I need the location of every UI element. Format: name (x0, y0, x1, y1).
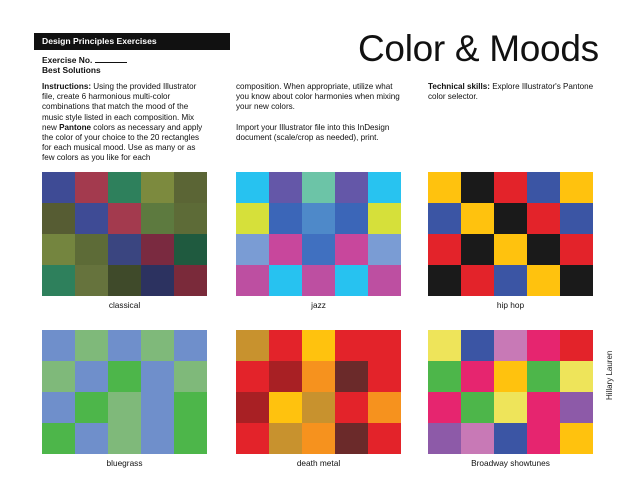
color-swatch (335, 203, 368, 234)
color-swatch (527, 265, 560, 296)
color-swatch (75, 392, 108, 423)
color-swatch (461, 361, 494, 392)
course-header-bar: Design Principles Exercises (34, 33, 230, 50)
color-swatch (141, 330, 174, 361)
color-swatch (236, 265, 269, 296)
composition-caption: death metal (296, 458, 341, 468)
color-swatch (560, 361, 593, 392)
color-swatch (174, 234, 207, 265)
composition-broadway-showtunes (428, 330, 593, 468)
color-swatch (368, 172, 401, 203)
color-swatch (269, 423, 302, 454)
color-swatch (302, 172, 335, 203)
exercise-label: Exercise No. (42, 55, 93, 65)
composition-hip-hop (428, 172, 593, 310)
color-swatch (494, 172, 527, 203)
color-swatch (428, 234, 461, 265)
color-swatch (75, 265, 108, 296)
color-swatch (108, 172, 141, 203)
color-swatch (560, 172, 593, 203)
color-swatch (174, 265, 207, 296)
color-swatch (302, 361, 335, 392)
color-swatch (461, 392, 494, 423)
instructions-paragraph-3: Import your Illustrator file into this InDesign document (scale/crop as needed), print. (236, 122, 390, 142)
color-swatch (302, 234, 335, 265)
color-swatch (42, 203, 75, 234)
composition-death-metal (236, 330, 401, 468)
color-swatch (108, 423, 141, 454)
color-swatch (141, 234, 174, 265)
color-swatch (269, 392, 302, 423)
instructions-text-2: colors as necessary and apply the color of your choice to the 20 rectangles for each musical mood. Use as many or as few colors as you like for each (42, 122, 203, 163)
color-swatch (527, 330, 560, 361)
author-signature: Hillary Lauren (605, 350, 614, 400)
color-swatch (174, 423, 207, 454)
color-swatch (75, 423, 108, 454)
swatch-grid (428, 330, 593, 454)
composition-bluegrass (42, 330, 207, 468)
swatch-grid (42, 330, 207, 454)
swatch-grid (236, 172, 401, 296)
color-swatch (335, 172, 368, 203)
color-swatch (335, 423, 368, 454)
color-swatch (141, 265, 174, 296)
color-swatch (335, 265, 368, 296)
color-swatch (368, 265, 401, 296)
color-swatch (494, 234, 527, 265)
color-swatch (494, 392, 527, 423)
color-swatch (269, 330, 302, 361)
color-swatch (108, 265, 141, 296)
color-swatch (368, 234, 401, 265)
color-swatch (75, 172, 108, 203)
instructions-column-2 (236, 82, 404, 153)
color-swatch (461, 203, 494, 234)
subtitle: Best Solutions (42, 65, 101, 75)
pantone-label: Pantone (59, 122, 92, 132)
color-swatch (236, 361, 269, 392)
color-swatch (461, 265, 494, 296)
color-swatch (108, 330, 141, 361)
color-swatch (108, 361, 141, 392)
color-swatch (428, 203, 461, 234)
color-swatch (527, 234, 560, 265)
color-swatch (269, 172, 302, 203)
color-swatch (428, 330, 461, 361)
color-swatch (560, 265, 593, 296)
color-swatch (236, 330, 269, 361)
color-swatch (236, 392, 269, 423)
color-swatch (302, 423, 335, 454)
color-swatch (75, 234, 108, 265)
color-swatch (174, 172, 207, 203)
color-swatch (302, 392, 335, 423)
color-swatch (42, 172, 75, 203)
color-swatch (42, 330, 75, 361)
color-swatch (174, 392, 207, 423)
color-swatch (428, 361, 461, 392)
color-swatch (269, 361, 302, 392)
color-swatch (141, 361, 174, 392)
color-swatch (269, 234, 302, 265)
color-swatch (42, 265, 75, 296)
color-swatch (428, 423, 461, 454)
color-swatch (174, 361, 207, 392)
color-swatch (141, 423, 174, 454)
color-swatch (368, 361, 401, 392)
color-swatch (269, 265, 302, 296)
color-swatch (335, 330, 368, 361)
color-swatch (527, 361, 560, 392)
composition-classical (42, 172, 207, 310)
color-swatch (236, 423, 269, 454)
color-swatch (108, 203, 141, 234)
color-swatch (461, 330, 494, 361)
color-swatch (302, 265, 335, 296)
color-swatch (560, 330, 593, 361)
color-swatch (560, 203, 593, 234)
color-swatch (368, 423, 401, 454)
color-swatch (527, 423, 560, 454)
color-swatch (141, 203, 174, 234)
color-swatch (75, 330, 108, 361)
color-swatch (141, 392, 174, 423)
color-swatch (141, 172, 174, 203)
swatch-grid (236, 330, 401, 454)
color-swatch (527, 392, 560, 423)
instructions-column-1 (42, 82, 208, 174)
color-swatch (368, 203, 401, 234)
color-swatch (494, 361, 527, 392)
color-swatch (42, 234, 75, 265)
instructions-paragraph-2: composition. When appropriate, utilize what you know about color harmonies when mixing your new colors. (236, 82, 400, 112)
color-swatch (560, 234, 593, 265)
color-swatch (461, 234, 494, 265)
color-swatch (428, 172, 461, 203)
color-swatch (42, 392, 75, 423)
color-swatch (461, 423, 494, 454)
color-swatch (560, 423, 593, 454)
color-swatch (527, 203, 560, 234)
color-swatch (236, 172, 269, 203)
technical-skills-text: Explore Illustrator's Pantone color selector. (428, 82, 594, 102)
color-swatch (108, 392, 141, 423)
swatch-grid (42, 172, 207, 296)
color-swatch (494, 203, 527, 234)
color-swatch (560, 392, 593, 423)
page-title: Color & Moods (358, 28, 599, 69)
color-swatch (269, 203, 302, 234)
color-swatch (461, 172, 494, 203)
instructions-label: Instructions: (42, 82, 92, 91)
color-swatch (236, 203, 269, 234)
color-swatch (368, 330, 401, 361)
composition-caption: Broadway showtunes (471, 458, 550, 468)
color-swatch (302, 330, 335, 361)
color-swatch (335, 392, 368, 423)
color-swatch (75, 203, 108, 234)
color-swatch (494, 423, 527, 454)
color-swatch (494, 265, 527, 296)
color-swatch (335, 234, 368, 265)
color-swatch (428, 392, 461, 423)
color-swatch (302, 203, 335, 234)
composition-caption: classical (108, 300, 141, 310)
color-swatch (494, 330, 527, 361)
technical-skills (428, 82, 598, 113)
color-swatch (42, 361, 75, 392)
color-swatch (368, 392, 401, 423)
color-swatch (42, 423, 75, 454)
technical-skills-label: Technical skills: (428, 82, 490, 91)
color-swatch (428, 265, 461, 296)
color-swatch (108, 234, 141, 265)
composition-caption: hip hop (496, 300, 525, 310)
composition-caption: bluegrass (106, 458, 143, 468)
color-swatch (174, 330, 207, 361)
color-swatch (335, 361, 368, 392)
color-swatch (174, 203, 207, 234)
exercise-meta (42, 55, 127, 75)
composition-jazz (236, 172, 401, 310)
color-swatch (527, 172, 560, 203)
swatch-grid (428, 172, 593, 296)
instructions-text: Using the provided Illustrator file, create 6 harmonious multi-color combinations that match the mood of the music style listed in each composition. Mix new (42, 82, 197, 132)
composition-caption: jazz (311, 300, 326, 310)
exercise-number-blank (95, 56, 127, 63)
color-swatch (236, 234, 269, 265)
color-swatch (75, 361, 108, 392)
